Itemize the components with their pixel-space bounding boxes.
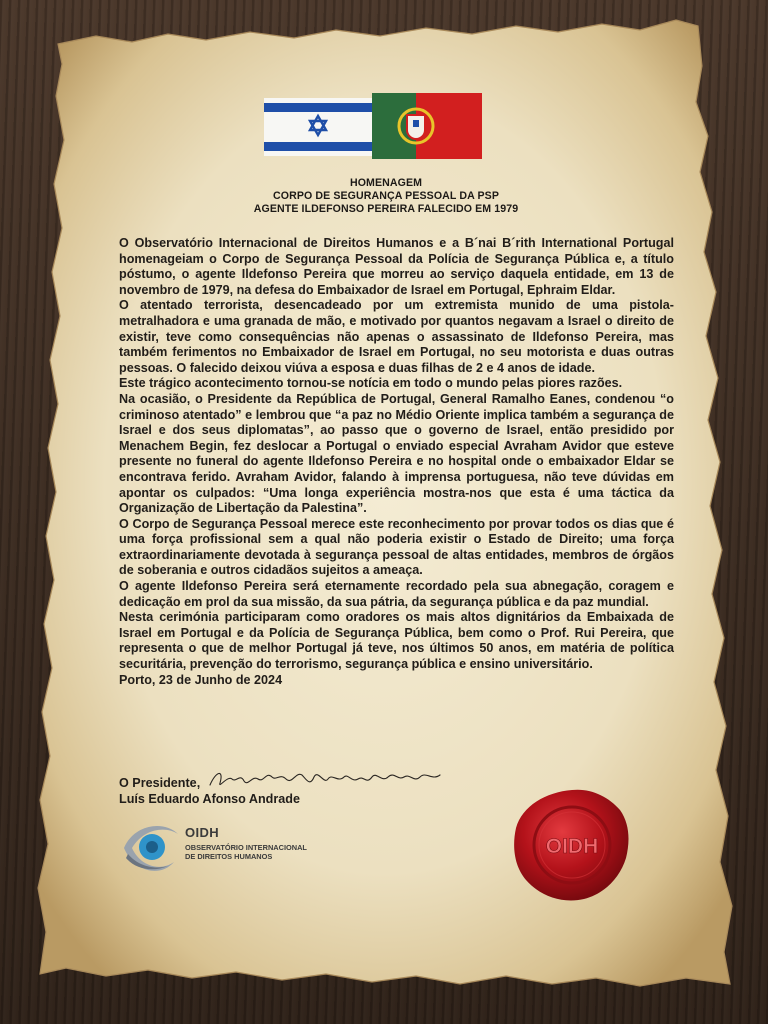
paragraph: O Observatório Internacional de Direitos Humanos e a B´nai B´rith International Portugal homenageiam o Corpo de Segurança Pessoal da Polícia de Segurança Pública e, a título póstumo, o agente Ildefonso Pereira que morreu ao serviço daquela entidade, em 13 de novembro de 1979, na defesa do Embaixador de Israel em Portugal, Ephraim Eldar.	[119, 236, 674, 297]
heading-subtitle: CORPO DE SEGURANÇA PESSOAL DA PSP	[272, 190, 499, 202]
paragraph: Este trágico acontecimento tornou-se notícia em todo o mundo pelas piores razões.	[119, 376, 623, 391]
wax-seal-icon	[512, 786, 632, 904]
logo-fullname	[185, 843, 315, 861]
oidh-logo	[120, 814, 320, 880]
handwritten-signature	[206, 765, 446, 791]
paragraph: O atentado terrorista, desencadeado por um extremista munido de uma pistola-metralhadora e uma granada de mão, e motivado por quantos negavam a Israel o direito de existir, teve como consequências não apenas o assassinato de Ildefonso Pereira, mas também ferimentos no Embaixador de Israel em Portugal, no seu motorista e duas outras pessoas. O falecido deixou viúva a esposa e duas filhas de 2 e 4 anos de idade.	[119, 298, 674, 375]
logo-fullname-line2: DE DIREITOS HUMANOS	[185, 852, 273, 861]
paragraph: O Corpo de Segurança Pessoal merece este reconhecimento por provar todos os dias que é uma força profissional sem a qual não poderia existir o Estado de Direito; uma força extraordinariamente devotada à segurança pessoal de altas entidades, membros de órgãos de soberania e outros cidadãos sujeitos a ameaça.	[119, 516, 674, 578]
heading-subtitle-2: AGENTE ILDEFONSO PEREIRA FALECIDO EM 1979	[253, 203, 519, 215]
signatory-name: Luís Eduardo Afonso Andrade	[119, 792, 300, 806]
paragraph: Na ocasião, o Presidente da República de Portugal, General Ramalho Eanes, condenou “o criminoso atentado” e lembrou que “a paz no Médio Oriente implica também a segurança de Israel e dos seus diplomatas”, ao passo que o governo de Israel, então presidido por Menachem Begin, fez deslocar a Portugal o enviado especial Avraham Avidor que esteve presente no funeral do agente Ildefonso Pereira e no hospital onde o embaixador Eldar se encontrava ferido. Avraham Avidor, falando à imprensa portuguesa, não teve dúvidas em apontar os culpados: “Uma longa experiência mostra-nos que esta é uma táctica da Organização de Libertação da Palestina”.	[119, 391, 674, 516]
parchment-document	[36, 16, 736, 991]
seal-text: OIDH	[545, 835, 599, 858]
paragraph: Nesta cerimónia participaram como oradores os mais altos dignitários da Embaixada de Israel em Portugal e da Polícia de Segurança Pública, bem como o Prof. Rui Pereira, que representa o que de melhor Portugal já teve, nos últimos 50 anos, em matéria de política securitária, prevenção do terrorismo, segurança pública e ensino universitário.	[119, 610, 674, 672]
document-heading	[156, 177, 616, 216]
document-body	[119, 236, 674, 688]
flags-banner	[264, 93, 482, 159]
logo-fullname-line1: OBSERVATÓRIO INTERNACIONAL	[185, 843, 307, 852]
signatory-title: O Presidente,	[119, 776, 201, 790]
heading-title: HOMENAGEM	[349, 177, 423, 189]
israel-flag-icon	[264, 98, 372, 156]
date-line: Porto, 23 de Junho de 2024	[119, 672, 283, 687]
eye-globe-icon	[120, 814, 182, 880]
portugal-flag-icon	[372, 93, 482, 159]
signature-block	[119, 765, 539, 807]
paragraph: O agente Ildefonso Pereira será eternamente recordado pela sua abnegação, coragem e dedicação em prol da sua missão, da sua pátria, da segurança pública e da paz mundial.	[119, 579, 674, 609]
logo-acronym: OIDH	[185, 825, 220, 840]
